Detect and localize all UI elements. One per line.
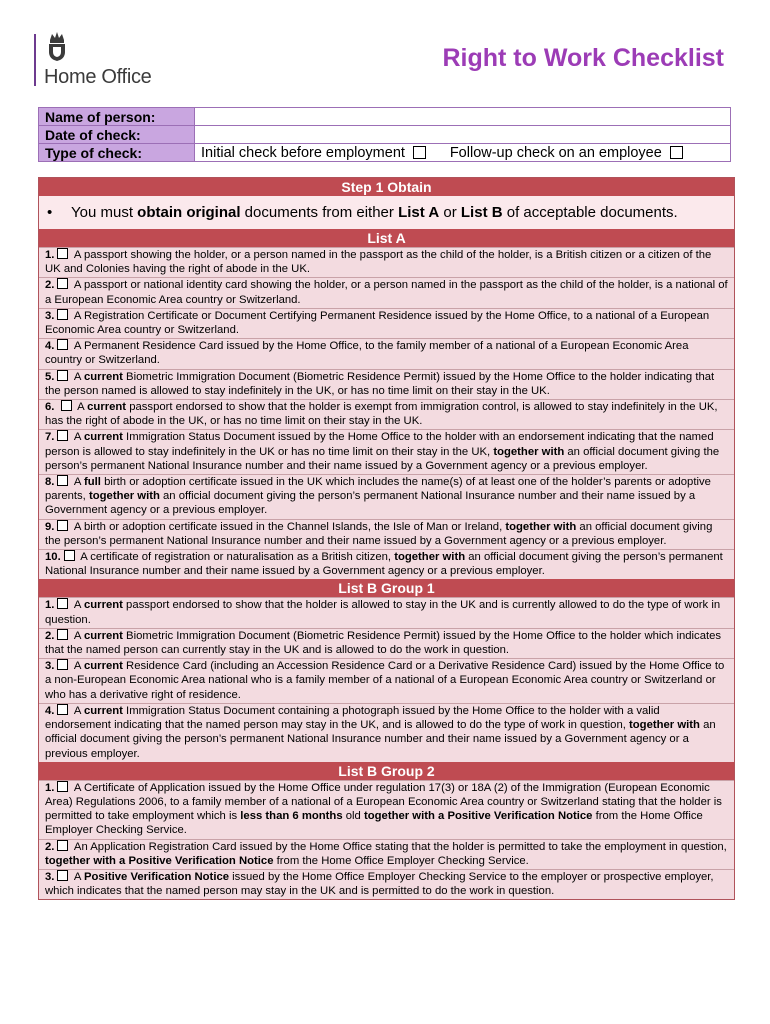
item-text-bold: 1. (45, 599, 55, 612)
item-text: A (71, 476, 84, 489)
item-text: an official document giving the person’s permanent National Insurance number and their name issued by a Government agency or a previous employer. (45, 490, 696, 517)
item-text: A (71, 629, 84, 642)
document-item (39, 628, 734, 658)
document-checkbox[interactable] (57, 840, 68, 851)
home-office-logo (34, 30, 184, 90)
document-checkbox[interactable] (64, 550, 75, 561)
section-heading: List B Group 2 (39, 762, 734, 780)
item-text: an official document giving the person’s permanent National Insurance number and their name issued by a Government agency or a previous employer. (45, 719, 716, 760)
section-heading: List B Group 1 (39, 579, 734, 597)
document-checkbox[interactable] (57, 430, 68, 441)
item-text-bold: 1. (45, 249, 55, 261)
document-item (39, 474, 734, 519)
item-text-bold: 9. (45, 520, 55, 533)
item-text: A Permanent Residence Card issued by the Home Office, to the family member of a national of a European Economic Area country or Switzerland. (45, 340, 689, 367)
document-checkbox[interactable] (57, 781, 68, 792)
item-text-bold: 3. (45, 870, 55, 883)
item-text: A passport or national identity card showing the holder, or a person named in the passport as the child of the holder, is a national of a European Economic Area country or Switzerland. (45, 279, 728, 306)
item-text: passport endorsed to show that the holder is exempt from immigration control, is allowed to stay indefinitely in the UK, has the right of abode in the UK, or has no time limit on their stay in the UK. (45, 401, 718, 428)
item-text: A birth or adoption certificate issued in the Channel Islands, the Isle of Man or Ireland, (71, 520, 506, 533)
item-text-bold: together with (493, 445, 565, 458)
item-text-bold: together with (629, 719, 700, 732)
item-text: An Application Registration Card issued by the Home Office stating that the holder is permitted to take the employment in question, (71, 840, 727, 853)
step1-instruction (39, 196, 734, 229)
item-text-bold: 7. (45, 431, 55, 444)
step1-heading: Step 1 Obtain (39, 178, 734, 196)
item-text: A (74, 401, 88, 414)
initial-check-checkbox[interactable] (413, 146, 426, 159)
item-text-bold: 3. (45, 660, 55, 673)
item-text: A Certificate of Application issued by the Home Office under regulation 17(3) or 18A (2) of the Immigration (European Economic Area) Regulations 2006, to a family member of a national of a European Economic Area country or Switzerland stating that the holder is permitted to take employment which is (45, 781, 722, 823)
item-text: an official document giving the person’s permanent National Insurance number and their name issued by a Government agency or a previous employer. (45, 520, 713, 547)
step1-text-bold: List A (398, 204, 440, 221)
item-text: from the Home Office Employer Checking Service. (273, 854, 529, 867)
document-item (39, 549, 734, 579)
document-item (39, 429, 734, 474)
item-text-bold: current (84, 629, 123, 642)
item-text: A (71, 431, 84, 444)
page-title: Right to Work Checklist (442, 44, 724, 72)
item-text: passport endorsed to show that the holder is allowed to stay in the UK and is currently allowed to do the type of work in question. (45, 599, 721, 626)
item-text: an official document giving the person’s permanent National Insurance number and their name issued by a Government agency or a previous employer. (45, 445, 720, 472)
item-text: Biometric Immigration Document (Biometric Residence Permit) issued by the Home Office to the holder indicating that the person named is allowed to stay indefinitely in the UK, or has no time limit on their stay in the UK. (45, 370, 715, 397)
check-details-table (38, 107, 731, 162)
item-text-bold: current (84, 431, 123, 444)
item-text-bold: 6. (45, 401, 58, 414)
item-text-bold: full (84, 476, 101, 489)
item-text: A Registration Certificate or Document Certifying Permanent Residence issued by the Home Office, to a national of a European Economic Area country or Switzerland. (45, 309, 710, 337)
item-text-bold: current (84, 660, 123, 673)
item-text-bold: current (84, 599, 123, 612)
checklist-panel (38, 177, 735, 900)
option-initial (201, 145, 426, 161)
item-text-bold: current (84, 370, 123, 383)
item-text-bold: 2. (45, 629, 55, 642)
document-checkbox[interactable] (61, 400, 72, 411)
step1-text (71, 204, 678, 221)
item-text-bold: 1. (45, 781, 55, 794)
name-field[interactable] (195, 108, 731, 126)
followup-check-checkbox[interactable] (670, 146, 683, 159)
document-checkbox[interactable] (57, 370, 68, 381)
item-text-bold: 4. (45, 704, 55, 717)
item-text-bold: current (87, 401, 127, 414)
item-text-bold: current (84, 704, 123, 717)
document-checkbox[interactable] (57, 704, 68, 715)
item-text-bold: together with (505, 520, 577, 533)
step1-text-part: or (439, 204, 461, 221)
type-of-check-options (195, 144, 731, 162)
logo-divider (34, 34, 36, 86)
item-text-bold: 8. (45, 476, 55, 489)
item-text-bold: 3. (45, 309, 55, 322)
document-item (39, 308, 734, 338)
section-heading: List A (39, 229, 734, 247)
item-text: an official document giving the person’s permanent National Insurance number and their name issued by a Government agency or a previous employer. (45, 551, 723, 578)
royal-crest-icon (44, 30, 70, 62)
document-item (39, 869, 734, 899)
item-text: A (71, 370, 84, 383)
item-text: Biometric Immigration Document (Biometric Residence Permit) issued by the Home Office to the holder which indicates that the named person can currently stay in the UK and is allowed to do the work in question. (45, 629, 722, 657)
document-item (39, 658, 734, 703)
document-checkbox[interactable] (57, 520, 68, 531)
document-checkbox[interactable] (57, 598, 68, 609)
document-item (39, 338, 734, 368)
item-text: A (71, 870, 84, 883)
document-item (39, 780, 734, 839)
document-checkbox[interactable] (57, 248, 68, 259)
document-item (39, 519, 734, 549)
document-checkbox[interactable] (57, 475, 68, 486)
document-item (39, 399, 734, 429)
option-followup (450, 145, 683, 161)
document-checkbox[interactable] (57, 629, 68, 640)
item-text-bold: 10. (45, 551, 61, 564)
step1-text-bold: obtain original (137, 204, 241, 221)
name-label: Name of person: (39, 108, 195, 126)
date-field[interactable] (195, 126, 731, 144)
option-followup-label: Follow-up check on an employee (449, 145, 662, 161)
item-text: birth or adoption certificate issued in the UK which includes the name(s) of at least one of the holder’s parents or adoptive parents, (45, 476, 711, 503)
item-text: from the Home Office Employer Checking Service. (45, 810, 703, 837)
item-text-bold: together with a Positive Verification Notice (45, 854, 274, 867)
item-text: Residence Card (including an Accession Residence Card or a Derivative Residence Card) issued by the Home Office to a non-European Economic Area national who is a family member of a national of a European Economic Area country or Switzerland or who has a derivative right of residence. (45, 660, 725, 701)
item-text-bold: 2. (45, 840, 55, 853)
item-text-bold: 4. (45, 340, 55, 353)
item-text: A passport showing the holder, or a person named in the passport as the child of the holder, is a British citizen or a citizen of the UK and Colonies having the right of abode in the UK. (45, 249, 712, 276)
item-text-bold: together with (88, 490, 160, 503)
item-text-bold: less than 6 months (240, 810, 343, 823)
item-text: A (71, 599, 84, 612)
item-text: A (71, 660, 84, 673)
document-item (39, 277, 734, 307)
item-text: old (342, 810, 364, 823)
item-text: A (71, 704, 84, 717)
item-text-bold: together with a Positive Verification Notice (363, 810, 593, 823)
item-text: Immigration Status Document containing a photograph issued by the Home Office to the holder with a valid endorsement indicating that the named person may stay in the UK, and is allowed to do the type of work in question, (45, 704, 660, 732)
document-lists (39, 229, 734, 899)
document-checkbox[interactable] (57, 309, 68, 320)
step1-text-part: documents from either (240, 204, 399, 221)
item-text: A certificate of registration or naturalisation as a British citizen, (77, 551, 395, 564)
document-item (39, 839, 734, 869)
item-text-bold: 5. (45, 370, 55, 383)
step1-text-part: of acceptable documents. (502, 204, 678, 221)
item-text: issued by the Home Office Employer Checking Service to the employer or prospective employer, which indicates that the named person may stay in the UK and is permitted to do the work in question. (45, 870, 714, 898)
document-item (39, 597, 734, 627)
document-item (39, 369, 734, 399)
item-text-bold: Positive Verification Notice (84, 870, 230, 883)
document-checkbox[interactable] (57, 339, 68, 350)
step1-text-part: You must (71, 204, 138, 221)
step1-text-bold: List B (460, 204, 503, 221)
document-item (39, 703, 734, 762)
item-text: Immigration Status Document issued by the Home Office to the holder with an endorsement indicating that the named person is allowed to stay indefinitely in the UK or has no time limit on their stay in the UK, (45, 431, 714, 458)
document-checkbox[interactable] (57, 278, 68, 289)
option-initial-label: Initial check before employment (201, 145, 405, 161)
type-label: Type of check: (39, 144, 195, 162)
document-checkbox[interactable] (57, 870, 68, 881)
item-text-bold: together with (394, 551, 466, 564)
org-name: Home Office (44, 66, 152, 88)
document-checkbox[interactable] (57, 659, 68, 670)
date-label: Date of check: (39, 126, 195, 144)
bullet: • (47, 204, 53, 221)
document-item (39, 247, 734, 277)
item-text-bold: 2. (45, 279, 55, 292)
